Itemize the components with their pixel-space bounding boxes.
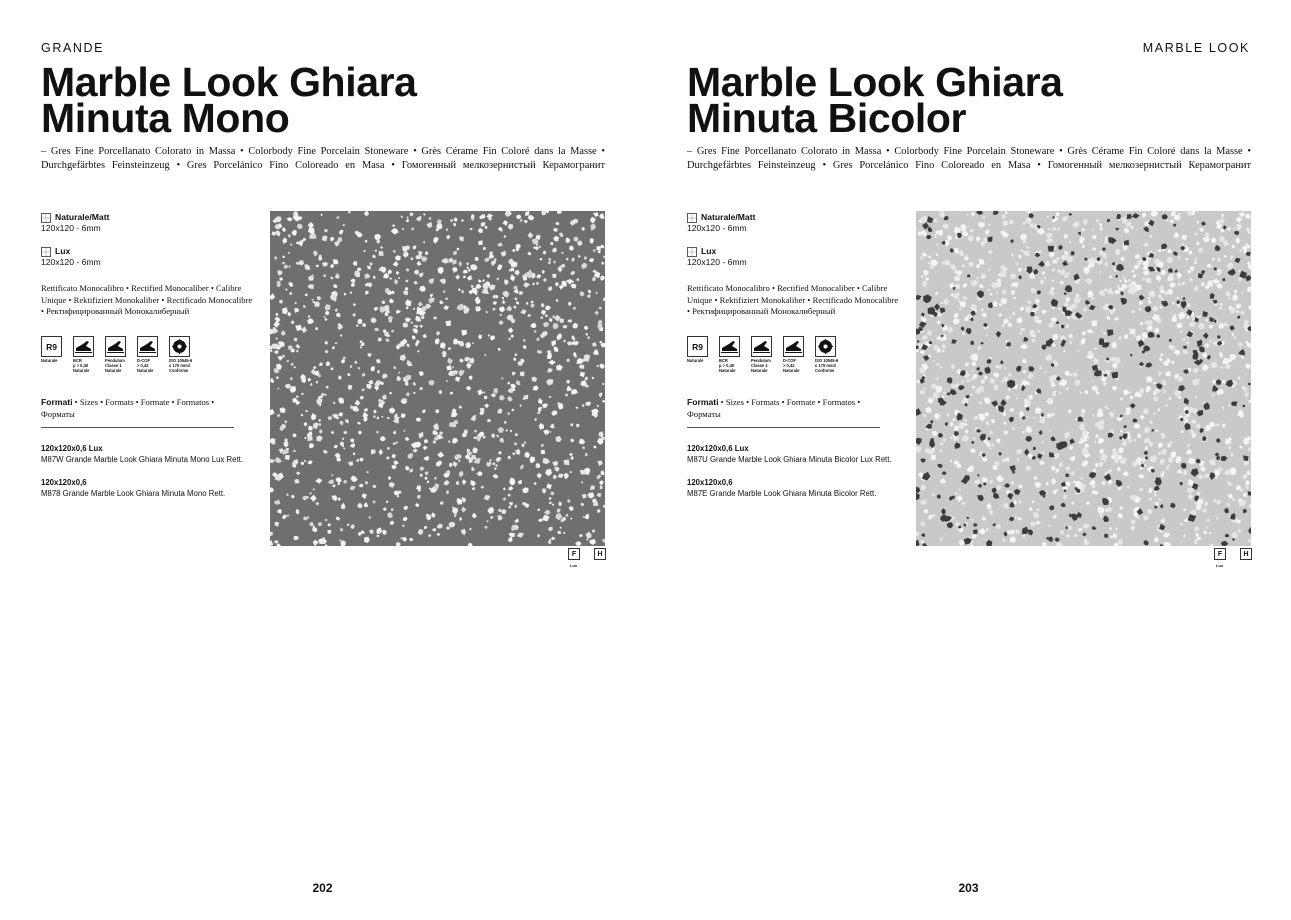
catalog-page-right [646,0,1291,920]
product-item [41,477,261,499]
naturale-finish-icon [41,213,51,223]
abrasion-icon [817,338,834,355]
badge-caption [105,359,127,374]
title-line-2: Minuta Mono [41,95,290,141]
finish-lux [41,246,256,268]
formats-heading [41,397,241,420]
caption-line: μ > 0,40 [719,362,735,368]
title-line-1: Marble Look Ghiara [687,59,1063,105]
caption-line: μ > 0,40 [73,362,89,368]
shoe-icon [720,339,739,354]
caption-line: Naturale [751,367,768,373]
terrazzo-texture [270,211,605,546]
pendulum-icon [106,339,125,354]
badge-pendulum [751,336,773,374]
badge-iso [169,336,191,374]
item-description: M87U Grande Marble Look Ghiara Minuta Bicolor Lux Rett. [687,455,892,464]
r9-label: R9 [41,336,62,357]
caption-line: Naturale [41,358,58,363]
finish-list [41,212,256,280]
divider [41,427,234,428]
dcof-icon [784,339,803,354]
finish-size: 120x120 - 6mm [41,223,101,233]
indicator-caption: Lux [1216,563,1224,568]
shoe-icon [74,339,93,354]
title-line-1: Marble Look Ghiara [41,59,417,105]
finish-name: Naturale/Matt [701,212,756,222]
material-description: – Gres Fine Porcellanato Colorato in Massa • Colorbody Fine Porcelain Stoneware • Grès Cérame Fin Coloré dans la Masse • Durchgefärbtes Feinsteinzeug • Gres Porcelánico Fino Coloreado en Masa • Гомогенный мелкозернистый Керамогранит [687,146,1251,171]
formati-label: Formati [687,397,719,407]
caption-line: > 0,42 [783,362,795,368]
h-indicator: H [1240,548,1252,560]
lux-finish-icon [41,247,51,257]
product-item [41,443,261,465]
finish-list [687,212,902,280]
item-description: M87W Grande Marble Look Ghiara Minuta Mono Lux Rett. [41,455,243,464]
caption-line: D-COF [783,358,796,363]
caption-line: Naturale [687,358,704,363]
badge-caption [41,359,63,364]
caption-line: ISO 10545-6 [169,358,193,363]
divider [687,427,880,428]
badge-dcof [783,336,805,374]
badge-caption [719,359,741,374]
caption-line: Conforme [815,367,835,373]
product-item [687,443,907,465]
certification-badges [687,336,837,374]
formats-heading [687,397,887,420]
caption-line: Naturale [783,367,800,373]
catalog-page-left [0,0,645,920]
pendulum-icon [752,339,771,354]
dcof-icon [138,339,157,354]
caption-line: Naturale [105,367,122,373]
badge-iso [815,336,837,374]
badge-dcof [137,336,159,374]
tile-swatch-image [270,211,605,546]
finish-indicators [568,548,606,560]
material-description: – Gres Fine Porcellanato Colorato in Massa • Colorbody Fine Porcelain Stoneware • Grès Cérame Fin Coloré dans la Masse • Durchgefärbtes Feinsteinzeug • Gres Porcelánico Fino Coloreado en Masa • Гомогенный мелкозернистый Керамогранит [41,146,605,171]
caption-line: BCR [73,358,82,363]
finish-indicators [1214,548,1252,560]
tile-swatch-image [916,211,1251,546]
caption-line: > 0,42 [137,362,149,368]
title-line-2: Minuta Bicolor [687,95,967,141]
page-number: 202 [312,881,333,895]
h-indicator: H [594,548,606,560]
formati-translations: • Sizes • Formats • Formate • Formatos • Форматы [687,397,861,419]
badge-caption [783,359,805,374]
product-item [687,477,907,499]
badge-caption [169,359,191,374]
caption-line: ≤ 175 mm3 [815,362,836,368]
badge-r9 [687,336,709,374]
badge-r9 [41,336,63,374]
caption-line: D-COF [137,358,150,363]
item-description: M87E Grande Marble Look Ghiara Minuta Bicolor Rett. [687,489,877,498]
indicator-caption: Lux [570,563,578,568]
caption-line: Naturale [719,367,736,373]
naturale-finish-icon [687,213,697,223]
badge-bcr [73,336,95,374]
caption-line: Conforme [169,367,189,373]
certification-badges [41,336,191,374]
caption-line: Classe 1 [105,362,122,368]
f-indicator: F [568,548,580,560]
rectified-description: Rettificato Monocalibro • Rectified Monocaliber • Calibre Unique • Rektifiziert Monokaliber • Rectificado Monocalibre • Ректифицированный Монокалиберный [41,283,253,316]
caption-line: Classe 1 [751,362,768,368]
rectified-description: Rettificato Monocalibro • Rectified Monocaliber • Calibre Unique • Rektifiziert Monokaliber • Rectificado Monocalibre • Ректифицированный Монокалиберный [687,283,899,316]
product-items [687,443,907,511]
finish-naturale [41,212,256,234]
badge-caption [751,359,773,374]
caption-line: Pendulum [105,358,125,363]
product-items [41,443,261,511]
finish-naturale [687,212,902,234]
r9-label: R9 [687,336,708,357]
section-label: GRANDE [41,41,105,55]
badge-caption [137,359,159,374]
badge-caption [73,359,95,374]
abrasion-icon [171,338,188,355]
product-title [687,59,1277,141]
item-size: 120x120x0,6 [687,478,733,487]
badge-caption [687,359,709,364]
page-number: 203 [958,881,979,895]
f-indicator: F [1214,548,1226,560]
terrazzo-texture [916,211,1251,546]
caption-line: Naturale [137,367,154,373]
lux-finish-icon [687,247,697,257]
finish-size: 120x120 - 6mm [687,257,747,267]
item-description: M878 Grande Marble Look Ghiara Minuta Mono Rett. [41,489,226,498]
caption-line: Pendulum [751,358,771,363]
formati-translations: • Sizes • Formats • Formate • Formatos • Форматы [41,397,215,419]
item-size: 120x120x0,6 [41,478,87,487]
product-title [41,59,631,141]
badge-caption [815,359,837,374]
caption-line: ≤ 175 mm3 [169,362,190,368]
caption-line: BCR [719,358,728,363]
caption-line: ISO 10545-6 [815,358,839,363]
finish-size: 120x120 - 6mm [41,257,101,267]
finish-lux [687,246,902,268]
badge-bcr [719,336,741,374]
finish-name: Lux [701,246,717,256]
badge-pendulum [105,336,127,374]
formati-label: Formati [41,397,73,407]
item-size: 120x120x0,6 Lux [687,444,749,453]
finish-size: 120x120 - 6mm [687,223,747,233]
caption-line: Naturale [73,367,90,373]
finish-name: Lux [55,246,71,256]
section-label: MARBLE LOOK [1142,41,1250,55]
item-size: 120x120x0,6 Lux [41,444,103,453]
finish-name: Naturale/Matt [55,212,110,222]
